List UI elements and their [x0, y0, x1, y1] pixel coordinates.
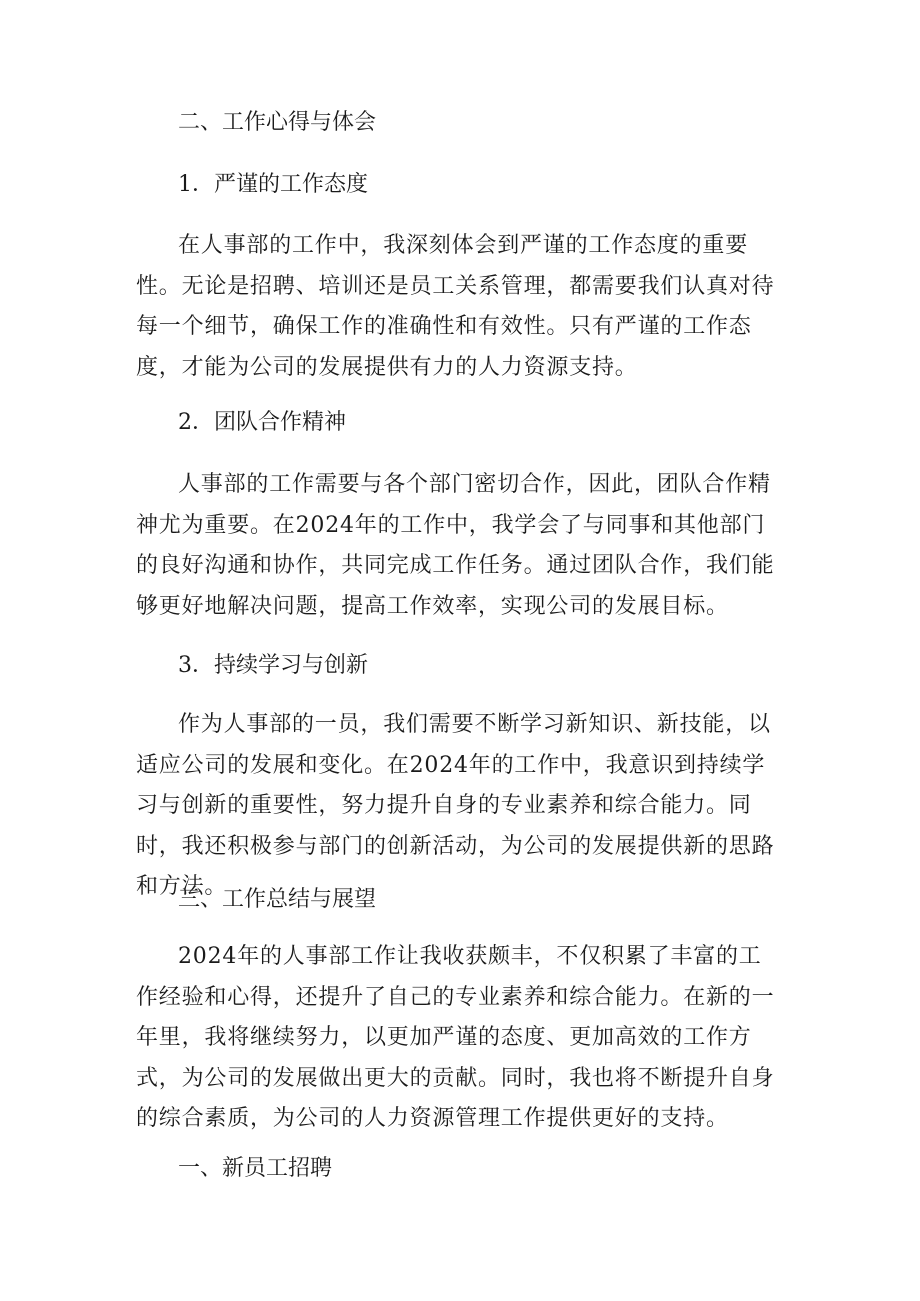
- paragraph-3: 作为人事部的一员，我们需要不断学习新知识、新技能，以适应公司的发展和变化。在2024年的工作中，我意识到持续学习与创新的重要性，努力提升自身的专业素养和综合能力。同时，我还积极参与部门的创新活动，为公司的发展提供新的思路和方法。: [136, 712, 775, 899]
- paragraph-2: 人事部的工作需要与各个部门密切合作，因此，团队合作精神尤为重要。在2024年的工作中，我学会了与同事和其他部门的良好沟通和协作，共同完成工作任务。通过团队合作，我们能够更好地解决问题，提高工作效率，实现公司的发展目标。: [136, 472, 775, 619]
- subsection-heading-2: 2．团队合作精神: [178, 410, 346, 435]
- paragraph-4: 2024年的人事部工作让我收获颇丰，不仅积累了丰富的工作经验和心得，还提升了自己的专业素养和综合能力。在新的一年里，我将继续努力，以更加严谨的态度、更加高效的工作方式，为公司的发展做出更大的贡献。同时，我也将不断提升自身的综合素质，为公司的人力资源管理工作提供更好的支持。: [136, 944, 775, 1131]
- subsection-heading-3: 3．持续学习与创新: [178, 653, 368, 678]
- paragraph-1: 在人事部的工作中，我深刻体会到严谨的工作态度的重要性。无论是招聘、培训还是员工关系管理，都需要我们认真对待每一个细节，确保工作的准确性和有效性。只有严谨的工作态度，才能为公司的发展提供有力的人力资源支持。: [136, 233, 775, 380]
- subsection-heading-1: 1．严谨的工作态度: [178, 172, 368, 197]
- section-heading-2: 二、工作心得与体会: [178, 110, 377, 135]
- section-heading-1: 一、新员工招聘: [178, 1156, 333, 1181]
- section-heading-3: 三、工作总结与展望: [178, 887, 377, 912]
